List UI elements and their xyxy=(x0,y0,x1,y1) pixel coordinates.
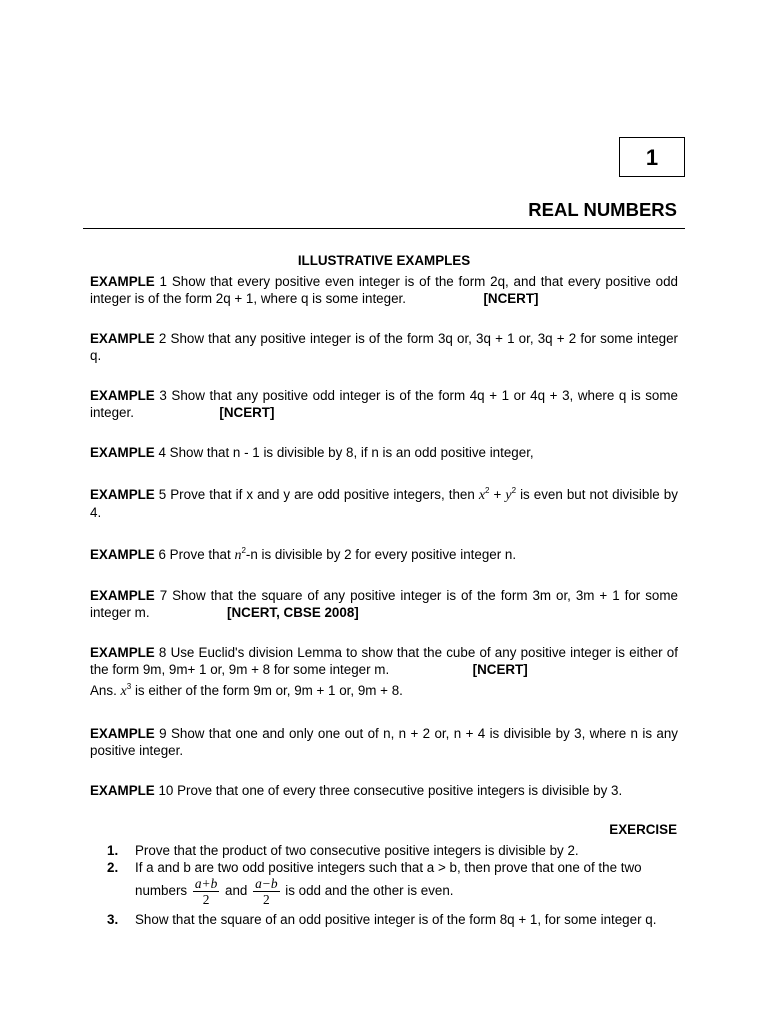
example-9 xyxy=(90,725,678,759)
answer-text: is either of the form 9m or, 9m + 1 or, 9m + 8. xyxy=(134,683,403,698)
example-text: Prove that one of every three consecutive positive integers is divisible by 3. xyxy=(177,783,623,798)
example-text: Show that one and only one out of n, n + 2 or, n + 4 is divisible by 3, where n is any positive integer. xyxy=(90,726,678,758)
exponent: 3 xyxy=(126,682,132,691)
example-8-answer xyxy=(90,682,678,700)
example-text: Show that the square of any positive integer is of the form 3m or, 3m + 1 for some integer m. xyxy=(90,588,678,620)
math-y: y xyxy=(505,488,512,503)
example-number: 2 xyxy=(158,331,167,346)
exercise-heading: EXERCISE xyxy=(609,822,677,837)
example-number: 8 xyxy=(158,645,167,660)
exercise-text: Show that the square of an odd positive integer is of the form 8q + 1, for some integer q. xyxy=(135,912,657,927)
fraction-numerator: a−b xyxy=(255,876,278,891)
exercise-number: 1. xyxy=(107,843,119,858)
example-label: EXAMPLE xyxy=(90,445,155,460)
answer-prefix: Ans. xyxy=(90,683,117,698)
exercise-text: numbers xyxy=(135,883,188,899)
source-tag: [NCERT] xyxy=(483,291,539,306)
exercise-text-line2 xyxy=(135,876,678,907)
example-label: EXAMPLE xyxy=(90,547,155,562)
example-number: 5 xyxy=(158,487,167,502)
exercise-number: 2. xyxy=(107,860,119,875)
exercise-text: and xyxy=(225,883,248,899)
math-n: n xyxy=(234,548,242,563)
fraction-numerator: a+b xyxy=(194,876,218,891)
exercise-text: Prove that the product of two consecutive positive integers is divisible by 2. xyxy=(135,843,579,858)
example-label: EXAMPLE xyxy=(90,274,155,289)
exercise-text: If a and b are two odd positive integers such that a > b, then prove that one of the two xyxy=(135,860,642,875)
example-text: Show that any positive odd integer is of the form 4q + 1 or 4q + 3, where q is some integer. xyxy=(90,388,678,420)
example-label: EXAMPLE xyxy=(90,645,155,660)
example-number: 4 xyxy=(158,445,166,460)
example-1 xyxy=(90,273,678,307)
answer-math: x xyxy=(120,684,127,699)
example-text: Show that any positive integer is of the form 3q or, 3q + 1 or, 3q + 2 for some integer q. xyxy=(90,331,678,363)
section-heading: ILLUSTRATIVE EXAMPLES xyxy=(297,253,471,268)
fraction-denominator: 2 xyxy=(262,892,270,907)
example-number: 7 xyxy=(159,588,168,603)
exercise-text: is odd and the other is even. xyxy=(285,883,454,899)
example-label: EXAMPLE xyxy=(90,487,155,502)
example-text: Prove that if x and y are odd positive integers, then xyxy=(170,487,475,502)
example-8 xyxy=(90,644,678,678)
example-6 xyxy=(90,546,678,564)
chapter-number-box xyxy=(619,137,685,177)
fraction-denominator: 2 xyxy=(202,892,210,907)
source-tag: [NCERT] xyxy=(472,662,528,677)
example-text: Show that every positive even integer is of the form 2q, and that every positive odd integer is of the form 2q + 1, where q is some integer. xyxy=(90,274,678,306)
example-5 xyxy=(90,486,678,521)
example-number: 10 xyxy=(158,783,174,798)
example-number: 6 xyxy=(158,547,166,562)
math-plus: + xyxy=(493,487,502,502)
example-label: EXAMPLE xyxy=(90,588,155,603)
example-text: Use Euclid's division Lemma to show that the cube of any positive integer is either of the form 9m, 9m+ 1 or, 9m + 8 for some integer m. xyxy=(90,645,678,677)
example-2 xyxy=(90,330,678,364)
example-text: Prove that xyxy=(169,547,231,562)
fraction-a-plus-b xyxy=(193,876,219,907)
example-number: 9 xyxy=(159,726,167,741)
math-x: x xyxy=(478,488,486,503)
example-label: EXAMPLE xyxy=(90,783,155,798)
example-10 xyxy=(90,782,678,799)
exercise-number: 3. xyxy=(107,912,119,927)
chapter-title: REAL NUMBERS xyxy=(528,199,677,220)
exponent: 2 xyxy=(241,546,246,555)
example-label: EXAMPLE xyxy=(90,388,155,403)
example-number: 1 xyxy=(159,274,167,289)
example-3 xyxy=(90,387,678,421)
source-tag: [NCERT, CBSE 2008] xyxy=(227,605,359,620)
exponent: 2 xyxy=(511,486,517,495)
title-divider xyxy=(83,228,685,229)
example-text: -n is divisible by 2 for every positive integer n. xyxy=(245,547,517,562)
fraction-a-minus-b xyxy=(253,876,279,907)
exponent: 2 xyxy=(485,486,490,495)
example-label: EXAMPLE xyxy=(90,726,155,741)
example-number: 3 xyxy=(159,388,167,403)
example-label: EXAMPLE xyxy=(90,331,155,346)
source-tag: [NCERT] xyxy=(219,405,275,420)
example-text: is even but not divisible by 4. xyxy=(90,487,678,520)
example-text: Show that n - 1 is divisible by 8, if n is an odd positive integer, xyxy=(169,445,534,460)
example-7 xyxy=(90,587,678,621)
chapter-number: 1 xyxy=(645,144,659,170)
example-4 xyxy=(90,444,678,461)
